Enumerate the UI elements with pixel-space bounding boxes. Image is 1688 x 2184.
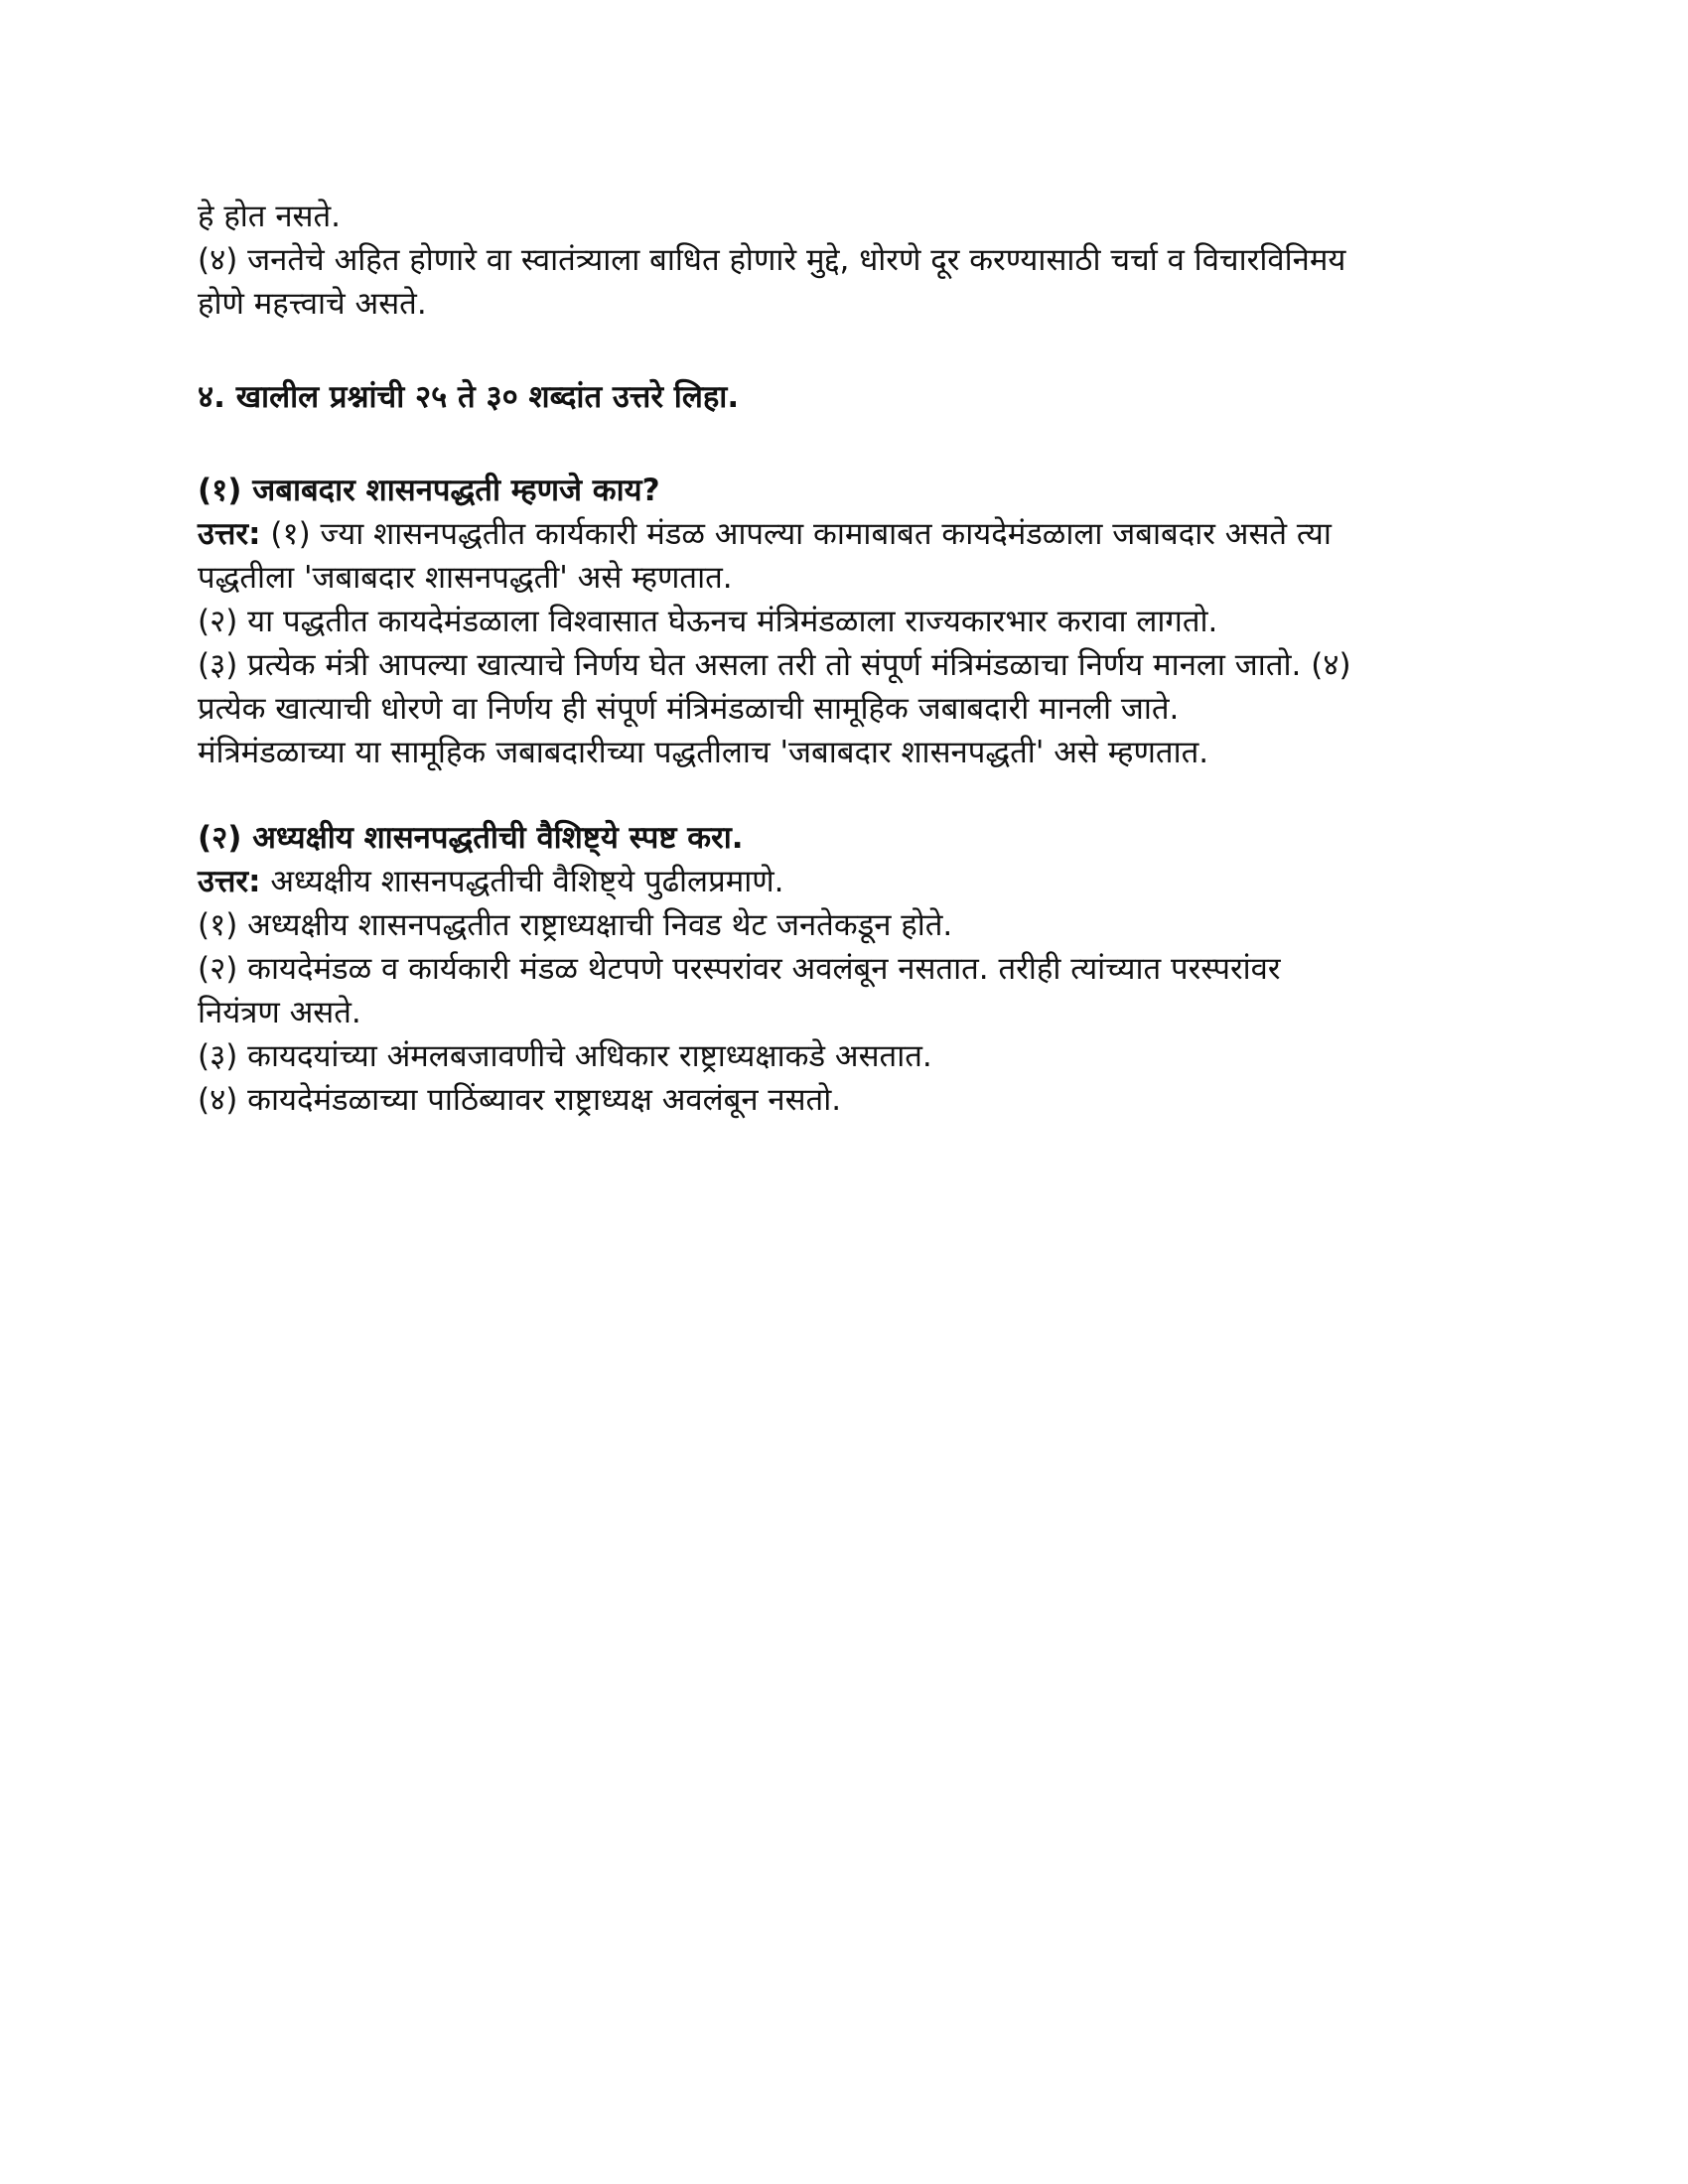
continuation-line-1: हे होत नसते. [198, 199, 342, 234]
answer-text: (१) ज्या शासनपद्धतीत कार्यकारी मंडळ आपल्या कामाबाबत कायदेमंडळाला जबाबदार असते त्या [260, 516, 1332, 552]
continuation-line-3: होणे महत्त्वाचे असते. [198, 286, 427, 322]
question-2-answer-line-2: (१) अध्यक्षीय शासनपद्धतीत राष्ट्राध्यक्षाची निवड थेट जनतेकडून होते. [198, 907, 953, 943]
question-1-answer-line-3: (२) या पद्धतीत कायदेमंडळाला विश्वासात घेऊनच मंत्रिमंडळाला राज्यकारभार करावा लागतो. [198, 604, 1218, 639]
question-2-answer-line-3: (२) कायदेमंडळ व कार्यकारी मंडळ थेटपणे परस्परांवर अवलंबून नसतात. तरीही त्यांच्यात परस्परांवर [198, 951, 1281, 987]
question-1-answer-line-2: पद्धतीला 'जबाबदार शासनपद्धती' असे म्हणतात. [198, 560, 733, 596]
question-1-answer-line-6: मंत्रिमंडळाच्या या सामूहिक जबाबदारीच्या पद्धतीलाच 'जबाबदार शासनपद्धती' असे म्हणतात. [198, 735, 1209, 770]
question-1-answer-line-5: प्रत्येक खात्याची धोरणे वा निर्णय ही संपूर्ण मंत्रिमंडळाची सामूहिक जबाबदारी मानली जाते. [198, 691, 1180, 727]
question-2-answer-line-6: (४) कायदेमंडळाच्या पाठिंब्यावर राष्ट्राध्यक्ष अवलंबून नसतो. [198, 1082, 842, 1118]
question-1-heading: (१) जबाबदार शासनपद्धती म्हणजे काय? [198, 473, 660, 508]
answer-label: उत्तर: [198, 864, 261, 899]
question-1-answer-line-1 [198, 512, 1508, 556]
answer-text: अध्यक्षीय शासनपद्धतीची वैशिष्ट्ये पुढीलप्रमाणे. [260, 864, 784, 899]
question-2-answer-line-1 [198, 860, 1508, 903]
question-2-answer-line-5: (३) कायदयांच्या अंमलबजावणीचे अधिकार राष्ट्राध्यक्षाकडे असतात. [198, 1038, 932, 1074]
section-heading: ४. खालील प्रश्नांची २५ ते ३० शब्दांत उत्तरे लिहा. [198, 379, 740, 415]
answer-label: उत्तर: [198, 516, 261, 552]
question-2-answer-line-4: नियंत्रण असते. [198, 995, 361, 1030]
question-1-answer-line-4: (३) प्रत्येक मंत्री आपल्या खात्याचे निर्णय घेत असला तरी तो संपूर्ण मंत्रिमंडळाचा निर्णय मानला जातो. (४) [198, 647, 1351, 683]
document-page [198, 195, 1508, 1122]
question-2-heading: (२) अध्यक्षीय शासनपद्धतीची वैशिष्ट्ये स्पष्ट करा. [198, 820, 744, 856]
continuation-line-2: (४) जनतेचे अहित होणारे वा स्वातंत्र्याला बाधित होणारे मुद्दे, धोरणे दूर करण्यासाठी चर्चा व विचारविनिमय [198, 242, 1346, 278]
